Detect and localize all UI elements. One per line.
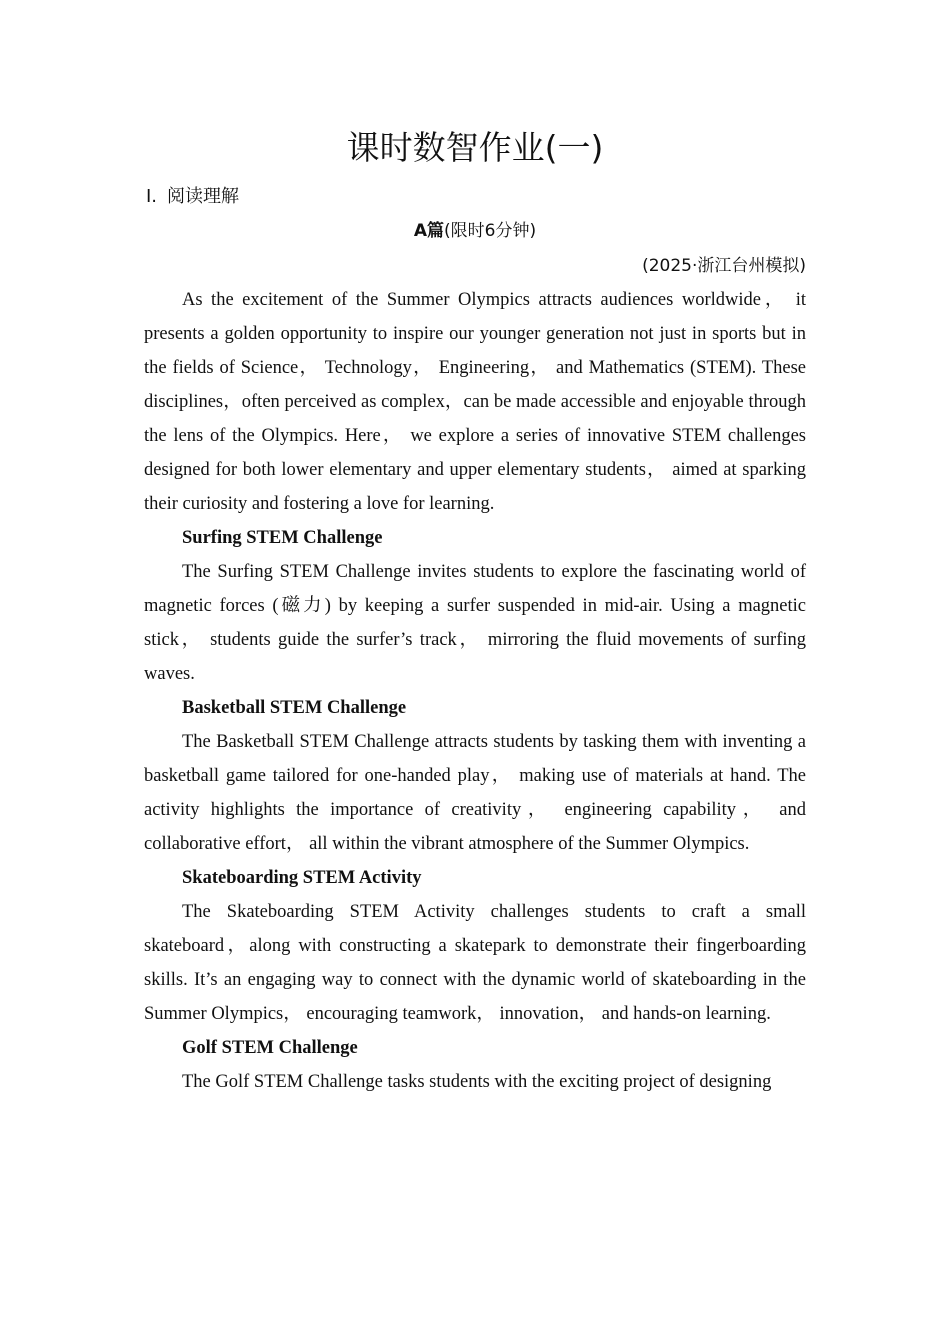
- basketball-paragraph: The Basketball STEM Challenge attracts students by tasking them with inventing a basketball game tailored for one-handed play， making use of materials at hand. The activity highlights the importance of creativity， engineering capability， and collaborative effort， all within the vibrant atmosphere of the Summer Olympics.: [144, 732, 806, 854]
- surfing-paragraph: The Surfing STEM Challenge invites students to explore the fascinating world of magnetic forces (磁力) by keeping a surfer suspended in mid-air. Using a magnetic stick， students guide the surfer’s track， mirroring the fluid movements of surfing waves.: [144, 562, 806, 684]
- passage-label: A篇: [413, 221, 445, 241]
- skateboarding-paragraph: The Skateboarding STEM Activity challenges students to craft a small skateboard，along with constructing a skatepark to demonstrate their fingerboarding skills. It’s an engaging way to connect with the dynamic world of skateboarding in the Summer Olympics， encouraging teamwork， innovation， and hands-on learning.: [144, 902, 806, 1024]
- source-text: (2025·浙江台州模拟): [642, 256, 806, 276]
- section-heading: [146, 184, 806, 210]
- passage-time-limit: (限时6分钟): [444, 221, 537, 241]
- basketball-heading: Basketball STEM Challenge: [182, 698, 407, 718]
- golf-paragraph: The Golf STEM Challenge tasks students with the exciting project of designing: [182, 1072, 772, 1092]
- surfing-heading: Surfing STEM Challenge: [182, 528, 383, 548]
- skateboarding-heading: Skateboarding STEM Activity: [182, 868, 422, 888]
- section-label: 阅读理解: [167, 186, 240, 207]
- golf-heading: Golf STEM Challenge: [182, 1038, 358, 1058]
- passage-source: [144, 253, 806, 279]
- intro-paragraph: As the excitement of the Summer Olympics attracts audiences worldwide， it presents a golden opportunity to inspire our younger generation not just in sports but in the fields of Science， Technology， Engineering， and Mathematics (STEM). These disciplines，often perceived as complex，can be made accessible and enjoyable through the lens of the Olympics. Here， we explore a series of innovative STEM challenges designed for both lower elementary and upper elementary students， aimed at sparking their curiosity and fostering a love for learning.: [144, 290, 806, 514]
- section-number: Ⅰ.: [146, 186, 158, 207]
- passage-heading: [144, 218, 806, 244]
- document-page: [144, 124, 806, 1099]
- page-title: 课时数智作业(一): [346, 128, 604, 167]
